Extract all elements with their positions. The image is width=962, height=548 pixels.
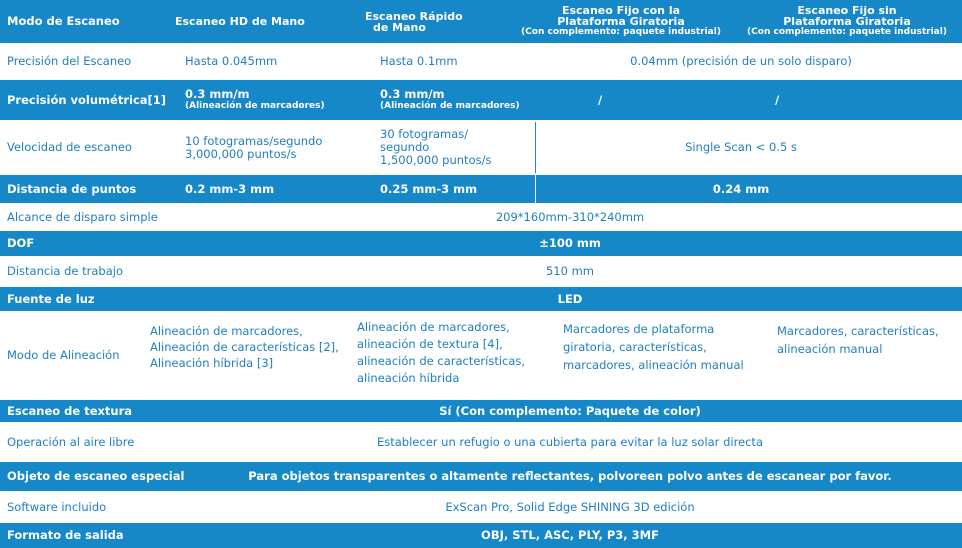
rapid-point-distance: 0.25 mm-3 mm xyxy=(380,181,478,196)
fixed-without-volumetric: / xyxy=(775,92,780,107)
label-output: Formato de salida xyxy=(7,528,124,542)
label-working-distance: Distancia de trabajo xyxy=(7,264,123,278)
row-special-object xyxy=(0,462,962,491)
header-scan-mode: Modo de Escaneo xyxy=(7,14,120,28)
row-point-distance xyxy=(0,175,962,203)
label-alignment: Modo de Alineación xyxy=(7,348,120,362)
value-working-distance: 510 mm xyxy=(545,264,594,278)
hd-speed: 10 fotogramas/segundo 3,000,000 puntos/s xyxy=(185,133,323,161)
header-rapid-handheld: Escaneo Rápido de Mano xyxy=(365,9,463,34)
label-speed: Velocidad de escaneo xyxy=(7,140,132,154)
row-output xyxy=(0,523,962,548)
header-row xyxy=(0,0,962,43)
value-software: ExScan Pro, Solid Edge SHINING 3D edición xyxy=(445,499,695,514)
row-volumetric xyxy=(0,80,962,120)
fixed-with-alignment: Marcadores de plataforma giratoria, características, marcadores, alineación manual xyxy=(563,322,744,372)
value-texture: Sí (Con complemento: Paquete de color) xyxy=(439,403,701,418)
row-light-source xyxy=(0,287,962,311)
label-light-source: Fuente de luz xyxy=(7,291,95,306)
label-precision: Precisión del Escaneo xyxy=(7,54,132,68)
label-texture: Escaneo de textura xyxy=(7,403,133,418)
hd-precision: Hasta 0.045mm xyxy=(185,54,278,68)
row-speed xyxy=(0,120,962,175)
row-texture xyxy=(0,400,962,422)
header-fixed-with-turntable: Escaneo Fijo con la Plataforma Giratoria (Con complemento: paquete industrial) xyxy=(521,4,721,37)
row-outdoor xyxy=(0,422,962,462)
row-precision xyxy=(0,43,962,80)
header-fixed-without-turntable: Escaneo Fijo sin Plataforma Giratoria (Con complemento: paquete industrial) xyxy=(747,4,947,37)
fixed-precision: 0.04mm (precisión de un solo disparo) xyxy=(630,54,852,68)
label-dof: DOF xyxy=(7,236,35,250)
label-special-object: Objeto de escaneo especial xyxy=(7,469,185,483)
hd-volumetric: 0.3 mm/m (Alineación de marcadores) xyxy=(185,87,325,111)
rapid-volumetric: 0.3 mm/m (Alineación de marcadores) xyxy=(380,87,520,111)
header-hd-handheld: Escaneo HD de Mano xyxy=(175,15,305,28)
rapid-speed: 30 fotogramas/ segundo 1,500,000 puntos/s xyxy=(380,127,492,167)
value-dof: ±100 mm xyxy=(539,236,601,250)
row-software xyxy=(0,491,962,523)
row-working-distance xyxy=(0,256,962,287)
fixed-point-distance: 0.24 mm xyxy=(712,181,770,196)
rapid-precision: Hasta 0.1mm xyxy=(380,54,458,68)
label-volumetric: Precisión volumétrica[1] xyxy=(7,92,167,107)
row-single-shot xyxy=(0,203,962,231)
rapid-alignment: Alineación de marcadores, alineación de textura [4], alineación de características, alineación híbrida xyxy=(357,320,526,385)
label-single-shot: Alcance de disparo simple xyxy=(7,209,158,224)
fixed-without-alignment: Marcadores, características, alineación manual xyxy=(777,324,939,356)
label-software: Software incluido xyxy=(7,499,107,514)
label-outdoor: Operación al aire libre xyxy=(7,434,135,449)
label-point-distance: Distancia de puntos xyxy=(7,181,137,196)
row-alignment xyxy=(0,311,962,400)
value-special-object: Para objetos transparentes o altamente reflectantes, polvoreen polvo antes de escanear por favor. xyxy=(248,469,892,483)
value-outdoor: Establecer un refugio o una cubierta para evitar la luz solar directa xyxy=(376,434,763,449)
fixed-with-volumetric: / xyxy=(598,92,603,107)
value-output: OBJ, STL, ASC, PLY, P3, 3MF xyxy=(481,528,659,542)
hd-point-distance: 0.2 mm-3 mm xyxy=(185,181,275,196)
hd-alignment: Alineación de marcadores, Alineación de características [2], Alineación híbrida [3] xyxy=(150,324,339,370)
row-dof xyxy=(0,231,962,256)
value-light-source: LED xyxy=(557,291,583,306)
fixed-speed: Single Scan < 0.5 s xyxy=(685,140,797,154)
value-single-shot: 209*160mm-310*240mm xyxy=(495,209,645,224)
